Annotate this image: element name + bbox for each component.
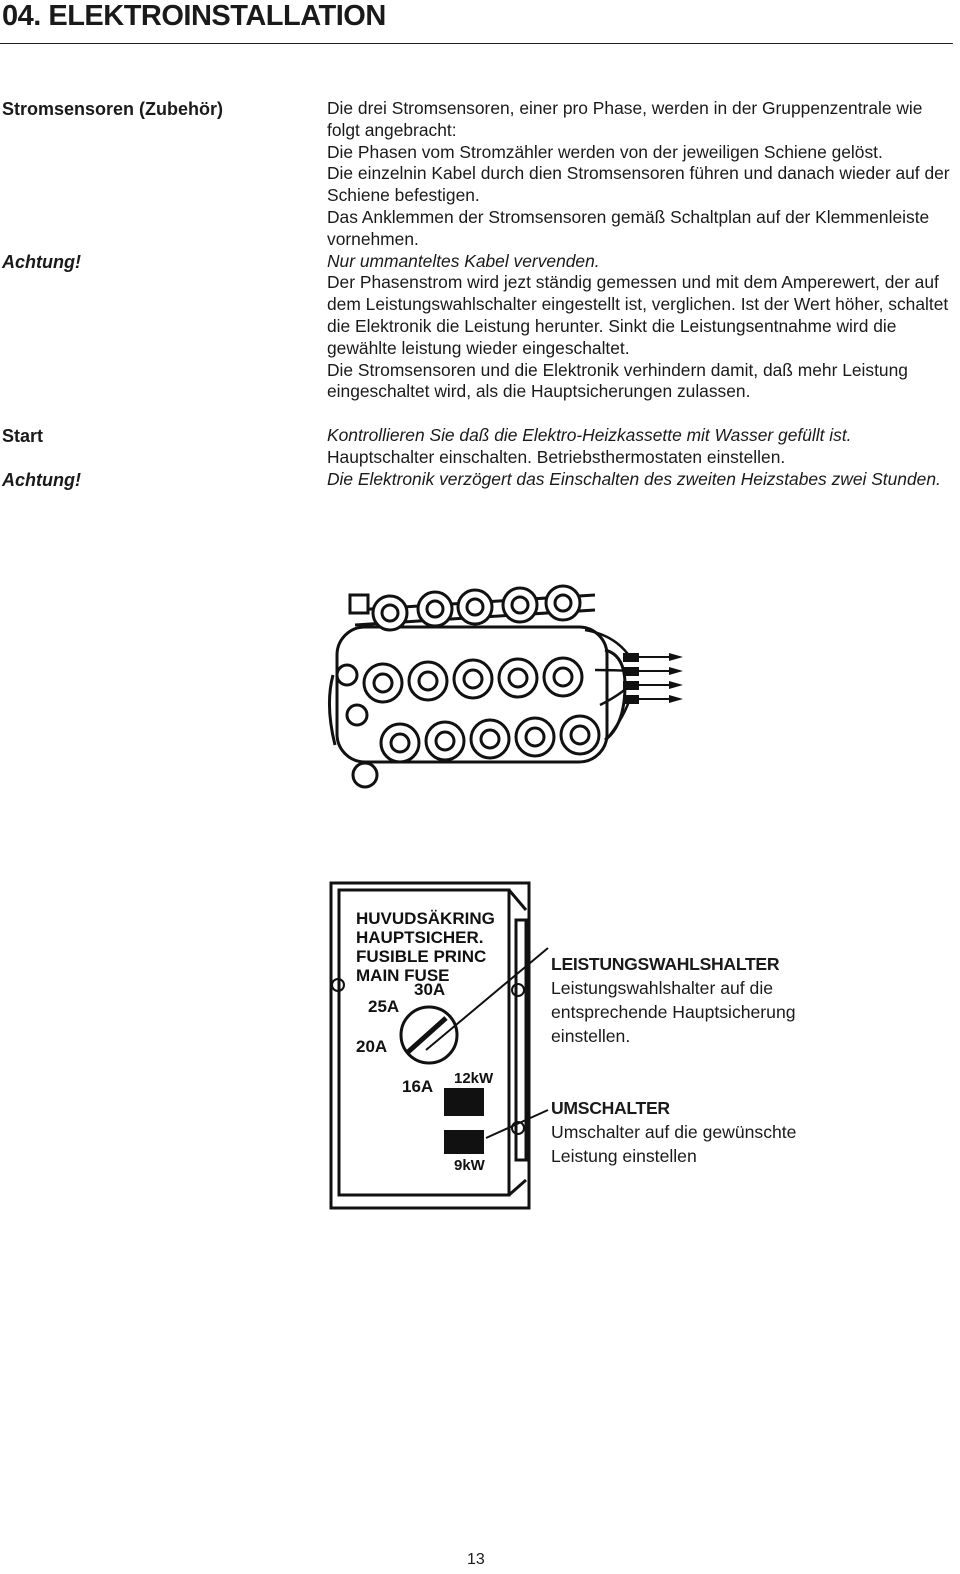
section-stromsensoren-text bbox=[327, 98, 957, 403]
paragraph: Die Phasen vom Stromzähler werden von der jeweiligen Schiene gelöst. bbox=[327, 141, 883, 162]
panel-header-line-3: FUSIBLE PRINC bbox=[356, 947, 487, 966]
dial-label-20a: 20A bbox=[356, 1037, 388, 1056]
current-sensor-illustration bbox=[325, 575, 705, 800]
callout-leistungswahlshalter bbox=[551, 952, 831, 1048]
callout-text: Umschalter auf die gewünschte Leistung einstellen bbox=[551, 1122, 797, 1166]
callout-text: Leistungswahlshalter auf die entsprechende Hauptsicherung einstellen. bbox=[551, 978, 796, 1046]
callout-title: LEISTUNGSWAHLSHALTER bbox=[551, 954, 780, 974]
paragraph: Das Anklemmen der Stromsensoren gemäß Schaltplan auf der Klemmenleiste vornehmen. bbox=[327, 206, 930, 249]
start-instruction-text: Hauptschalter einschalten. Betriebsthermostaten einstellen. bbox=[327, 446, 786, 467]
switch-label-12kw: 12kW bbox=[454, 1070, 494, 1087]
callout-title: UMSCHALTER bbox=[551, 1098, 670, 1118]
paragraph: Der Phasenstrom wird jezt ständig gemessen und mit dem Amperewert, der auf dem Leistungswahlschalter eingestellt ist, verglichen. Ist der Wert höher, schaltet die Elektronik die Leistung herunter. Sinkt die Leistungsentnahme wird die gewählte leistung wieder eingeschaltet. bbox=[327, 272, 949, 358]
panel-header-line-2: HAUPTSICHER. bbox=[356, 928, 484, 947]
power-switch-lower bbox=[444, 1130, 484, 1154]
panel-header-line-4: MAIN FUSE bbox=[356, 966, 450, 985]
page-title: 04. ELEKTROINSTALLATION bbox=[2, 0, 386, 32]
title-divider bbox=[0, 43, 953, 44]
page-number: 13 bbox=[467, 1551, 485, 1568]
label-start: Start bbox=[2, 426, 44, 446]
panel-header-line-1: HUVUDSÄKRING bbox=[356, 909, 495, 928]
start-check-text: Kontrollieren Sie daß die Elektro-Heizkassette mit Wasser gefüllt ist. bbox=[327, 425, 852, 445]
callout-umschalter bbox=[551, 1096, 851, 1168]
label-achtung-1: Achtung! bbox=[2, 252, 81, 272]
dial-label-30a: 30A bbox=[414, 980, 446, 999]
warning-delay-text: Die Elektronik verzögert das Einschalten des zweiten Heizstabes zwei Stunden. bbox=[327, 468, 941, 489]
paragraph: Die einzelnin Kabel durch dien Stromsensoren führen und danach wieder auf der Schiene befestigen. bbox=[327, 163, 950, 206]
warning-text: Nur ummanteltes Kabel vervenden. bbox=[327, 250, 600, 271]
power-switch-upper bbox=[444, 1088, 484, 1116]
paragraph: Die Stromsensoren und die Elektronik verhindern damit, daß mehr Leistung eingeschaltet wird, als die Hauptsicherungen zulassen. bbox=[327, 359, 908, 402]
switch-label-9kw: 9kW bbox=[454, 1157, 485, 1174]
label-achtung-2: Achtung! bbox=[2, 470, 81, 490]
dial-label-25a: 25A bbox=[368, 997, 400, 1016]
label-stromsensoren: Stromsensoren (Zubehör) bbox=[2, 99, 224, 119]
section-start-text bbox=[327, 425, 957, 490]
dial-label-16a: 16A bbox=[402, 1077, 434, 1096]
paragraph: Die drei Stromsensoren, einer pro Phase, werden in der Gruppenzentrale wie folgt angebracht: bbox=[327, 98, 923, 140]
